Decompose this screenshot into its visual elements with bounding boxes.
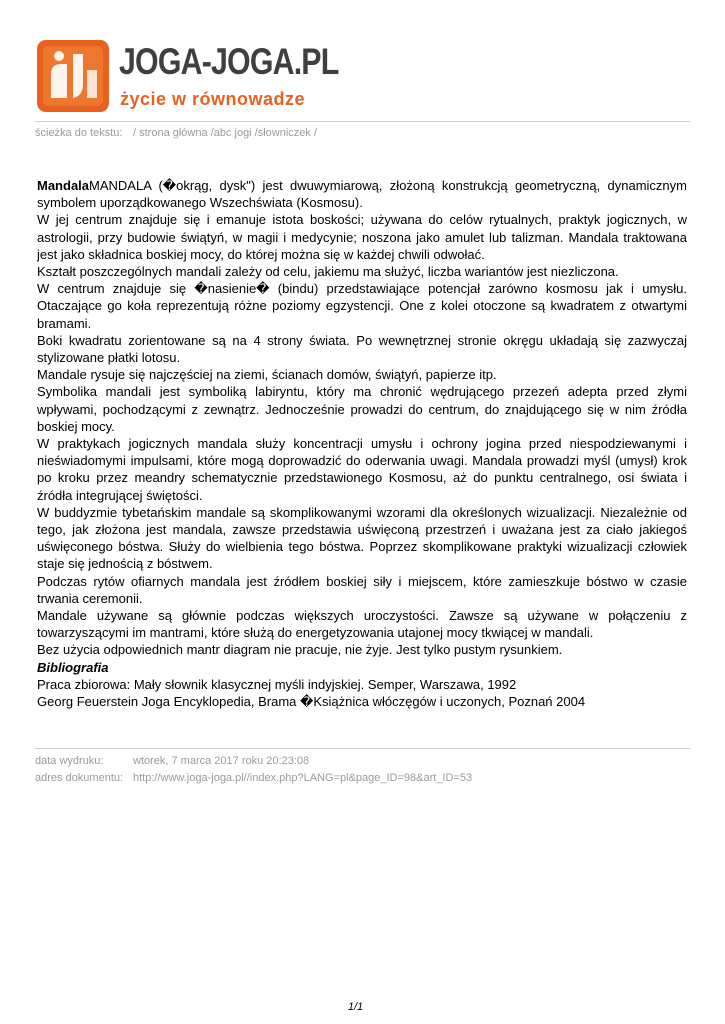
article-paragraph: Symbolika mandali jest symboliką labiryntu, który ma chronić wędrującego przezeń adepta przed złymi wpływami, pochodzącymi z zewnątrz. Jednocześnie prowadzi do centrum, do znajdującego się w nim źródła boskiej mocy.: [37, 384, 687, 434]
article-paragraph: Boki kwadratu zorientowane są na 4 strony świata. Po wewnętrznej stronie okręgu układają się zazwyczaj stylizowane płatki lotosu.: [37, 332, 687, 366]
article-paragraph: Podczas rytów ofiarnych mandala jest źródłem boskiej siły i miejscem, które zamieszkuje bóstwo w czasie trwania ceremonii.: [37, 573, 687, 606]
document-address-label: adres dokumentu:: [35, 772, 124, 784]
article-paragraph: W praktykach jogicznych mandala służy koncentracji umysłu i ochrony jogina przed niespodziewanymi i nieświadomymi impulsami, które mogą doprowadzić do oderwania uwagi. Mandala prowadzi myśl (umysł) krok po kroku przez meandry schematycznie przedstawionego Kosmosu, aż do punktu centralnego, osi świata i źródła integrującej świętości.: [37, 436, 687, 503]
article-body: [37, 177, 687, 710]
article-paragraph: Kształt poszczególnych mandali zależy od celu, jakiemu ma służyć, liczba wariantów jest niezliczona.: [37, 264, 619, 280]
article-paragraph: Mandale używane są głównie podczas większych uroczystości. Zawsze są używane w połączeniu z towarzyszącymi im mantrami, które służą do energetyzowania utajonej mocy tkwiącej w mandali.: [37, 608, 687, 641]
breadcrumb-label: ścieżka do tekstu:: [35, 127, 123, 139]
site-logo: [37, 38, 337, 114]
header-divider: [35, 121, 690, 122]
article-paragraph: MandalaMANDALA (�okrąg, dysk") jest dwuwymiarową, złożoną konstrukcją geometryczną, dynamicznym symbolem uporządkowanego Wszechświata (Kosmosu).: [37, 178, 687, 211]
footer-divider: [35, 748, 690, 749]
breadcrumb-path[interactable]: / strona główna /abc jogi /słowniczek /: [133, 127, 318, 139]
article-paragraph: Bez użycia odpowiednich mantr diagram nie pracuje, nie żyje. Jest tylko pustym rysunkiem.: [37, 642, 563, 658]
article-paragraph: Mandale rysuje się najczęściej na ziemi, ścianach domów, świątyń, papierze itp.: [37, 367, 497, 383]
page-number: 1/1: [347, 1001, 364, 1013]
brand-subtitle: życie w równowadze: [120, 89, 306, 109]
logo-mark-icon: [37, 40, 109, 112]
article-paragraph: W buddyzmie tybetańskim mandale są skomplikowanymi wzorami dla określonych wizualizacji. Niezależnie od tego, jak złożona jest mandala, zawsze przedstawia uświęconą przestrzeń i uważana jest za ciało jakiegoś uświęconego bóstwa. Służy do wielbienia tego bóstwa. Poprzez skomplikowane praktyki wizualizacji człowiek staje się jednością z bóstwem.: [37, 504, 687, 572]
print-date-label: data wydruku:: [35, 755, 104, 767]
brand-title: JOGA-JOGA.PL: [119, 41, 339, 82]
bibliography-heading: Bibliografia: [37, 659, 109, 675]
article-term: Mandala: [37, 178, 90, 193]
print-date-row: [35, 755, 695, 768]
bibliography-item: Georg Feuerstein Joga Encyklopedia, Brama �Książnica włóczęgów i uczonych, Poznań 2004: [37, 694, 586, 710]
bibliography-item: Praca zbiorowa: Mały słownik klasycznej myśli indyjskiej. Semper, Warszawa, 1992: [37, 676, 517, 692]
breadcrumb: [35, 127, 695, 140]
print-date-value: wtorek, 7 marca 2017 roku 20:23:08: [133, 755, 310, 767]
article-paragraph: W centrum znajduje się �nasienie� (bindu) przedstawiające potencjał zarówno kosmosu jak i umysłu. Otaczające go koła reprezentują różne poziomy egzystencji. One z kolei otoczone są kwadratem z otwartymi bramami.: [37, 281, 687, 331]
document-address-link[interactable]: http://www.joga-joga.pl//index.php?LANG=pl&page_ID=98&art_ID=53: [133, 772, 473, 784]
article-paragraph: W jej centrum znajduje się i emanuje istota boskości; używana do celów rytualnych, praktyk jogicznych, w astrologii, przy budowie świątyń, w magii i medycynie; noszona jako amulet lub talizman. Mandala traktowana jest jako składnica boskiej mocy, do której można się w każdej chwili odwołać.: [37, 212, 687, 262]
document-address-row: [35, 772, 695, 785]
